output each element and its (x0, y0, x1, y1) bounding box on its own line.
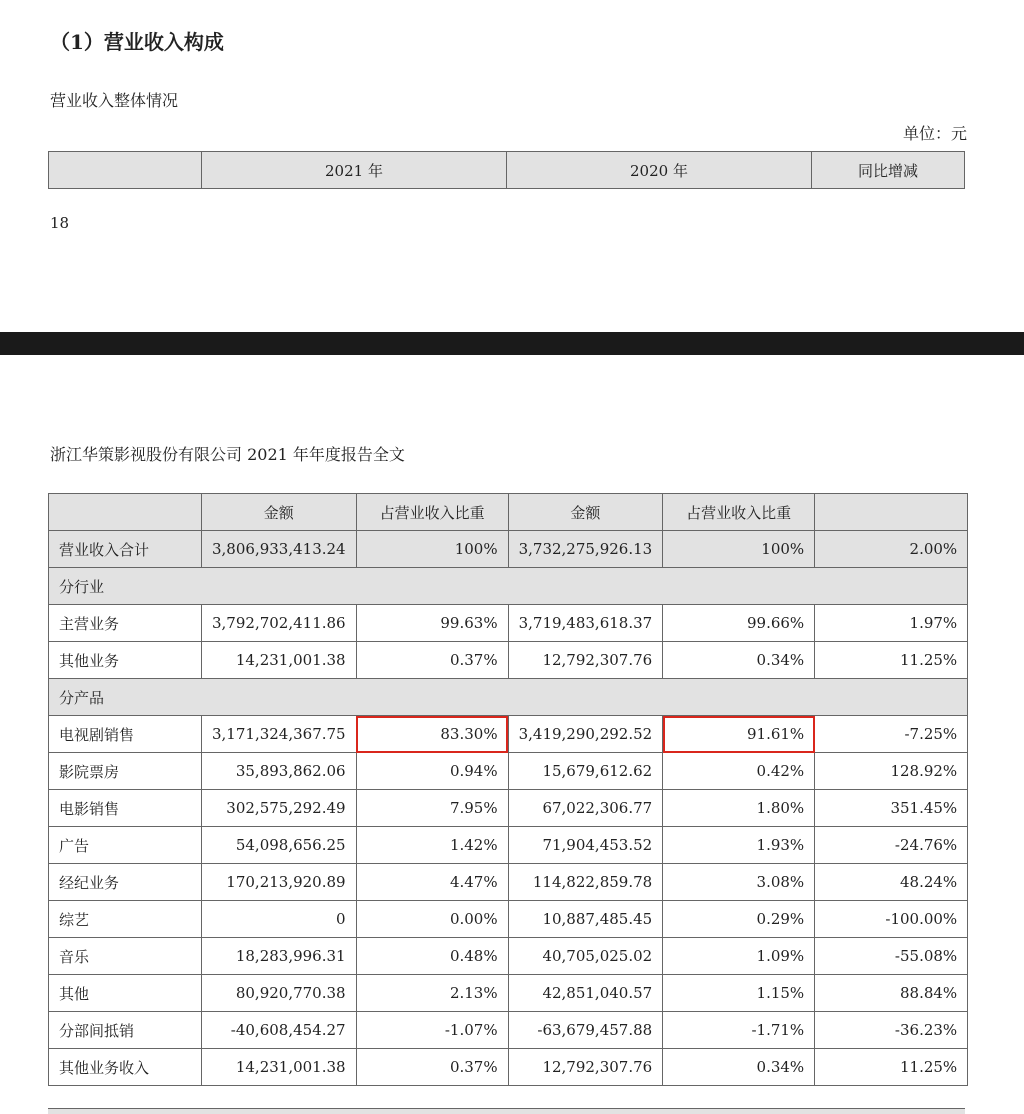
amount-2021: 3,171,324,367.75 (202, 716, 357, 753)
share-2020: 0.29% (663, 901, 815, 938)
section-row-product (49, 679, 968, 716)
amount-2021: 18,283,996.31 (202, 938, 357, 975)
share-2021: -1.07% (356, 1012, 508, 1049)
share-2020: 1.15% (663, 975, 815, 1012)
share-2021: 0.00% (356, 901, 508, 938)
share-2020-highlighted: 91.61% (663, 716, 815, 753)
yoy-change: -7.25% (815, 716, 968, 753)
row-label: 电视剧销售 (49, 716, 202, 753)
row-label: 其他业务 (49, 642, 202, 679)
amount-2020: 12,792,307.76 (508, 1049, 663, 1086)
amount-2021: 3,806,933,413.24 (202, 531, 357, 568)
amount-2020: 3,419,290,292.52 (508, 716, 663, 753)
share-2020: 99.66% (663, 605, 815, 642)
table-row (49, 901, 968, 938)
amount-2021: 14,231,001.38 (202, 1049, 357, 1086)
table-row (49, 642, 968, 679)
amount-2021: 302,575,292.49 (202, 790, 357, 827)
row-label: 广告 (49, 827, 202, 864)
yoy-change: 88.84% (815, 975, 968, 1012)
share-2021: 7.95% (356, 790, 508, 827)
amount-2021: 80,920,770.38 (202, 975, 357, 1012)
share-2020: 0.34% (663, 642, 815, 679)
amount-2021: 14,231,001.38 (202, 642, 357, 679)
row-label: 电影销售 (49, 790, 202, 827)
subtitle: 营业收入整体情况 (50, 91, 179, 110)
yoy-change: -36.23% (815, 1012, 968, 1049)
share-2020: 100% (663, 531, 815, 568)
sub-header-blank-2 (815, 494, 968, 531)
table-row (49, 975, 968, 1012)
share-2020: 0.34% (663, 1049, 815, 1086)
header-yoy: 同比增减 (812, 152, 965, 189)
amount-2020: 10,887,485.45 (508, 901, 663, 938)
amount-2020: -63,679,457.88 (508, 1012, 663, 1049)
year-header-table (48, 151, 965, 189)
share-2020: 0.42% (663, 753, 815, 790)
table-row (49, 753, 968, 790)
share-2021: 99.63% (356, 605, 508, 642)
yoy-change: 128.92% (815, 753, 968, 790)
share-2021: 100% (356, 531, 508, 568)
share-2021: 2.13% (356, 975, 508, 1012)
share-2020: 1.93% (663, 827, 815, 864)
row-label: 主营业务 (49, 605, 202, 642)
amount-2020: 114,822,859.78 (508, 864, 663, 901)
share-2020: -1.71% (663, 1012, 815, 1049)
table-row (49, 790, 968, 827)
amount-2021: 170,213,920.89 (202, 864, 357, 901)
sub-header-blank (49, 494, 202, 531)
table-row (49, 716, 968, 753)
share-2021: 4.47% (356, 864, 508, 901)
amount-2020: 40,705,025.02 (508, 938, 663, 975)
row-label: 其他 (49, 975, 202, 1012)
sub-header-share-2020: 占营业收入比重 (663, 494, 815, 531)
total-row (49, 531, 968, 568)
amount-2021: -40,608,454.27 (202, 1012, 357, 1049)
amount-2020: 67,022,306.77 (508, 790, 663, 827)
share-2020: 1.09% (663, 938, 815, 975)
yoy-change: 11.25% (815, 642, 968, 679)
share-2021: 1.42% (356, 827, 508, 864)
yoy-change: 2.00% (815, 531, 968, 568)
section-title: （1）营业收入构成 (50, 30, 224, 54)
row-label: 经纪业务 (49, 864, 202, 901)
yoy-change: -24.76% (815, 827, 968, 864)
section-label-product: 分产品 (49, 679, 968, 716)
share-2021: 0.48% (356, 938, 508, 975)
yoy-change: 48.24% (815, 864, 968, 901)
table-row (49, 827, 968, 864)
row-label: 分部间抵销 (49, 1012, 202, 1049)
amount-2020: 12,792,307.76 (508, 642, 663, 679)
year-header-row (49, 152, 965, 189)
sub-header-row (49, 494, 968, 531)
amount-2020: 15,679,612.62 (508, 753, 663, 790)
amount-2020: 71,904,453.52 (508, 827, 663, 864)
yoy-change: 11.25% (815, 1049, 968, 1086)
sub-header-share-2021: 占营业收入比重 (356, 494, 508, 531)
amount-2021: 3,792,702,411.86 (202, 605, 357, 642)
header-blank-cell (49, 152, 202, 189)
row-label: 影院票房 (49, 753, 202, 790)
share-2020: 1.80% (663, 790, 815, 827)
section-row-industry (49, 568, 968, 605)
table-row (49, 605, 968, 642)
yoy-change: 351.45% (815, 790, 968, 827)
page-number: 18 (50, 214, 70, 232)
header-2021: 2021 年 (202, 152, 507, 189)
table-row (49, 864, 968, 901)
section-label-industry: 分行业 (49, 568, 968, 605)
amount-2020: 42,851,040.57 (508, 975, 663, 1012)
yoy-change: 1.97% (815, 605, 968, 642)
amount-2021: 0 (202, 901, 357, 938)
share-2021-highlighted: 83.30% (356, 716, 508, 753)
sub-header-amount-2020: 金额 (508, 494, 663, 531)
header-2020: 2020 年 (507, 152, 812, 189)
share-2021: 0.37% (356, 642, 508, 679)
row-label: 营业收入合计 (49, 531, 202, 568)
revenue-table (48, 493, 968, 1086)
share-2021: 0.94% (356, 753, 508, 790)
yoy-change: -100.00% (815, 901, 968, 938)
unit-label: 单位：元 (903, 124, 968, 143)
table-row (49, 1012, 968, 1049)
row-label: 音乐 (49, 938, 202, 975)
share-2021: 0.37% (356, 1049, 508, 1086)
table-row (49, 938, 968, 975)
amount-2021: 54,098,656.25 (202, 827, 357, 864)
page-divider (0, 332, 1024, 355)
amount-2020: 3,719,483,618.37 (508, 605, 663, 642)
yoy-change: -55.08% (815, 938, 968, 975)
share-2020: 3.08% (663, 864, 815, 901)
amount-2020: 3,732,275,926.13 (508, 531, 663, 568)
table-row (49, 1049, 968, 1086)
document-header: 浙江华策影视股份有限公司 2021 年年度报告全文 (50, 445, 405, 464)
table-continuation-band (48, 1108, 965, 1114)
sub-header-amount-2021: 金额 (202, 494, 357, 531)
row-label: 综艺 (49, 901, 202, 938)
row-label: 其他业务收入 (49, 1049, 202, 1086)
amount-2021: 35,893,862.06 (202, 753, 357, 790)
